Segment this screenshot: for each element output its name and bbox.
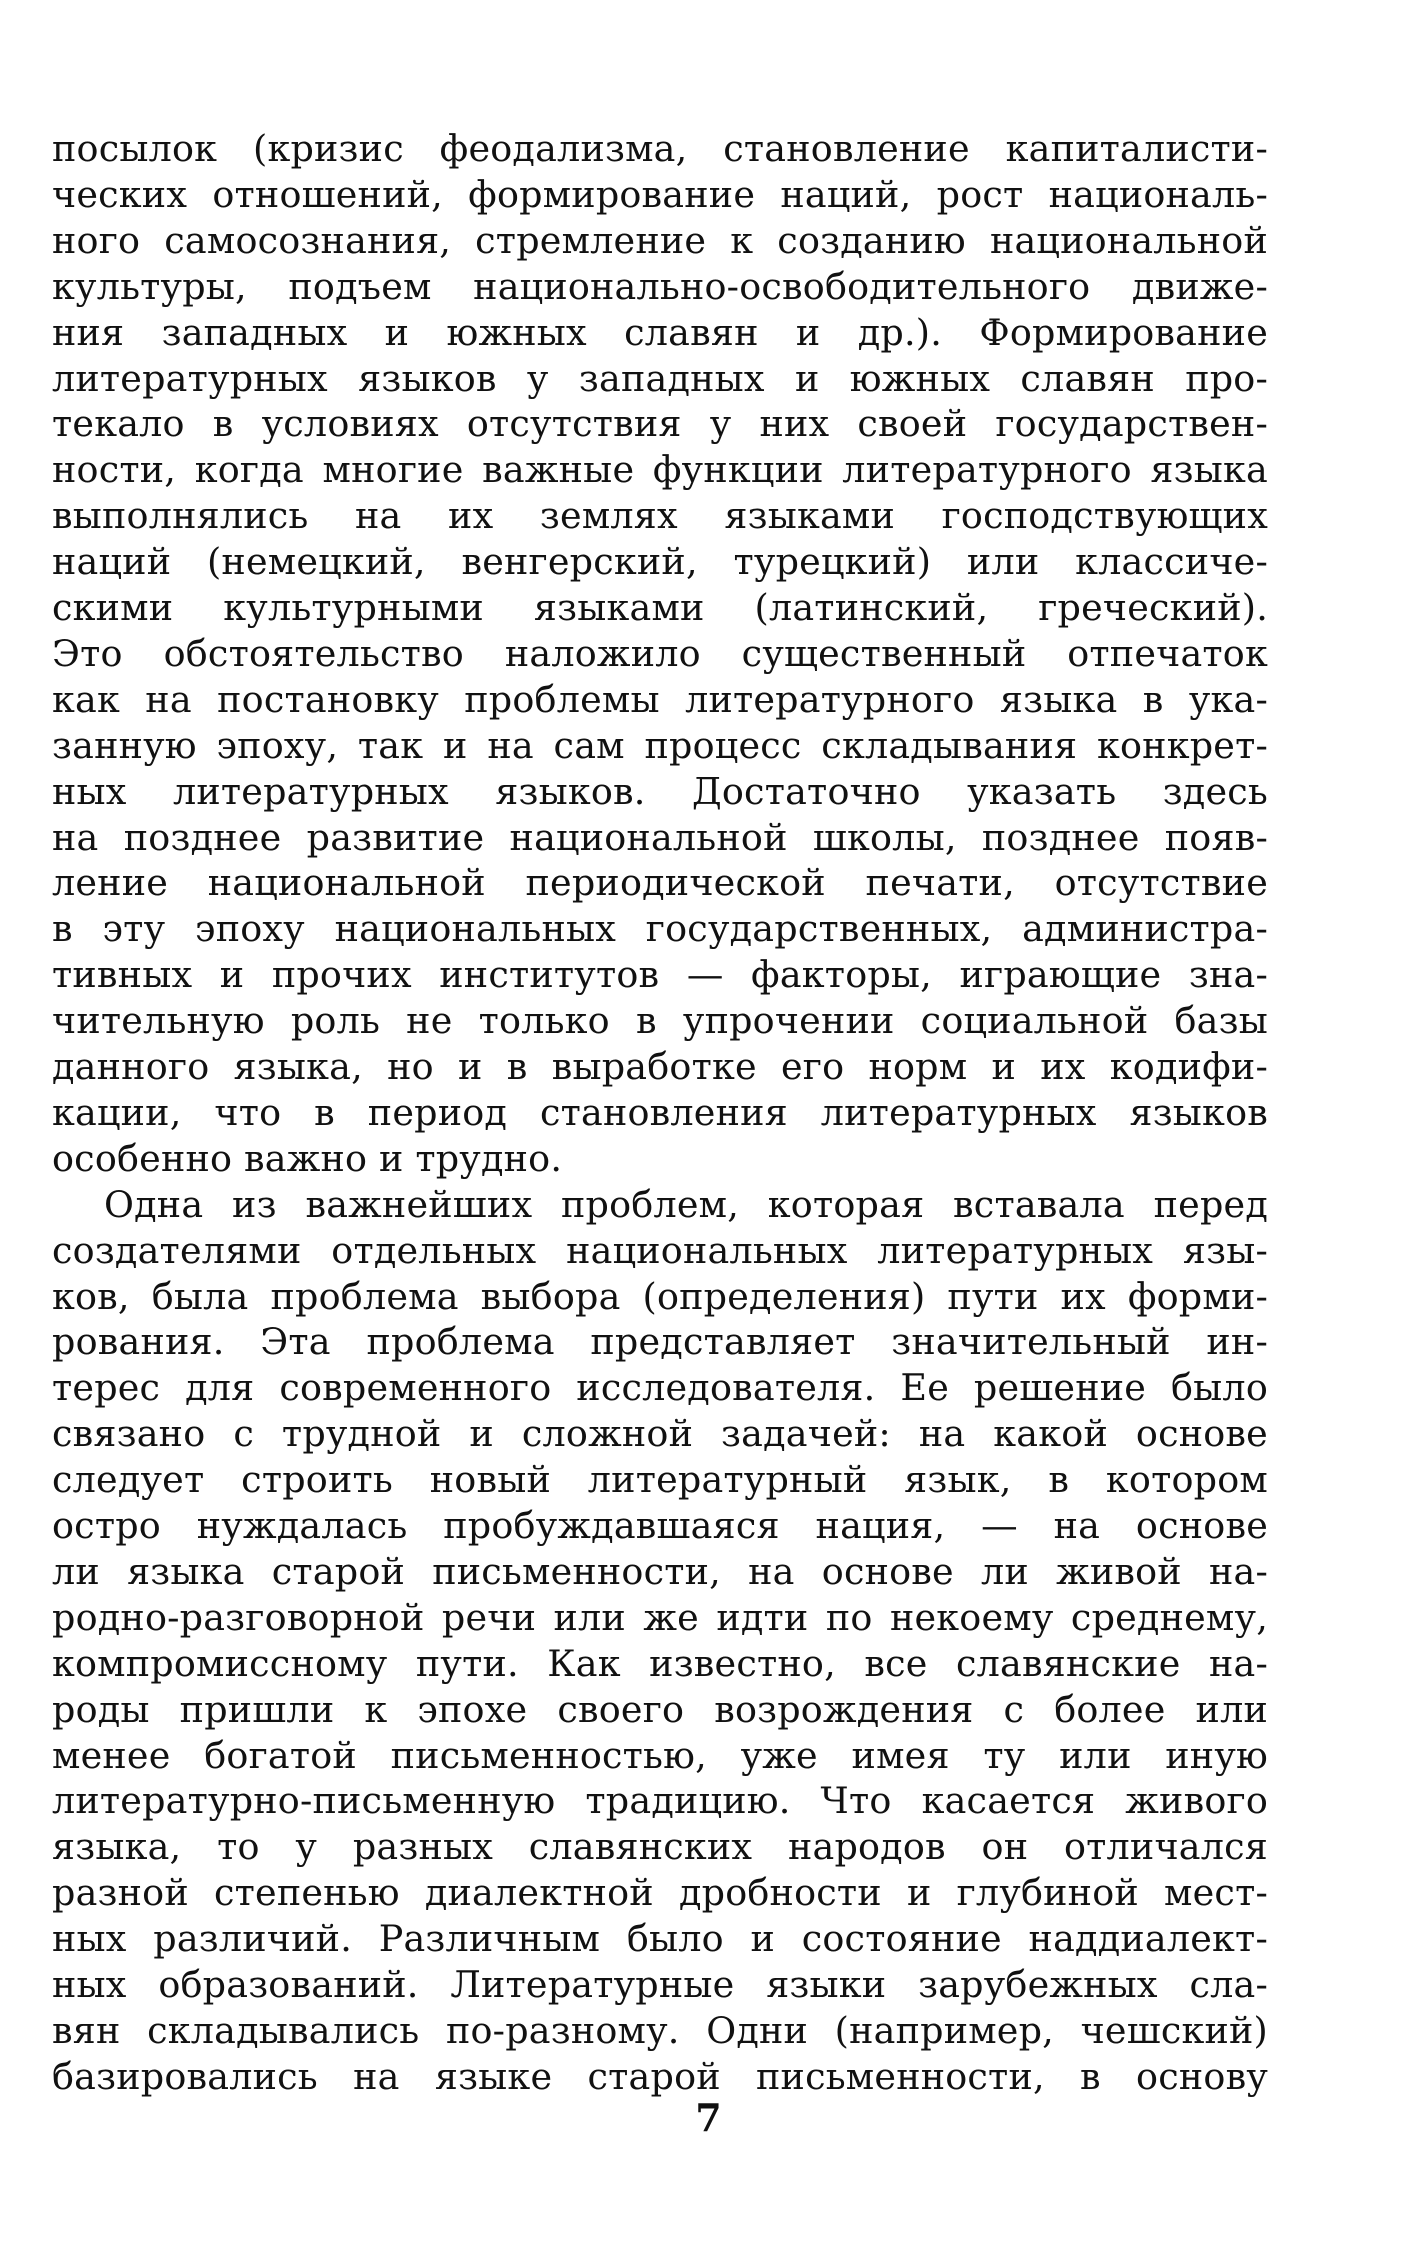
- text-line: базировались на языке старой письменности, в основу: [52, 2054, 1268, 2098]
- text-line: ных литературных языков. Достаточно указать здесь: [52, 769, 1268, 813]
- text-line: ности, когда многие важные функции литературного языка: [52, 448, 1268, 492]
- page-number: 7: [695, 2095, 722, 2140]
- text-line: ков, была проблема выбора (определения) пути их форми-: [52, 1274, 1268, 1318]
- text-line: текало в условиях отсутствия у них своей государствен-: [52, 402, 1268, 446]
- text-line: вян складывались по-разному. Одни (например, чешский): [52, 2008, 1268, 2052]
- text-line: чительную роль не только в упрочении социальной базы: [52, 999, 1268, 1043]
- text-line: Это обстоятельство наложило существенный отпечаток: [52, 631, 1268, 675]
- text-line: тивных и прочих институтов — факторы, играющие зна-: [52, 953, 1268, 997]
- text-line: ческих отношений, формирование наций, рост националь-: [52, 172, 1268, 216]
- text-line: родно-разговорной речи или же идти по некоему среднему,: [52, 1595, 1268, 1639]
- text-line: языка, то у разных славянских народов он отличался: [52, 1825, 1268, 1869]
- text-line: компромиссному пути. Как известно, все славянские на-: [52, 1641, 1268, 1685]
- text-line: Одна из важнейших проблем, которая вставала перед: [104, 1182, 1268, 1226]
- text-line: литературно-письменную традицию. Что касается живого: [52, 1779, 1268, 1823]
- text-line: литературных языков у западных и южных славян про-: [52, 356, 1268, 400]
- text-line: ного самосознания, стремление к созданию национальной: [52, 218, 1268, 262]
- text-line: следует строить новый литературный язык, в котором: [52, 1458, 1268, 1502]
- text-line: культуры, подъем национально-освободительного движе-: [52, 264, 1268, 308]
- text-line: ных образований. Литературные языки зарубежных сла-: [52, 1963, 1268, 2006]
- text-line: терес для современного исследователя. Ее решение было: [52, 1366, 1268, 1410]
- text-line: роды пришли к эпохе своего возрождения с более или: [52, 1687, 1268, 1731]
- text-line: ление национальной периодической печати, отсутствие: [52, 861, 1268, 905]
- text-line: особенно важно и трудно.: [52, 1136, 563, 1180]
- text-line: наций (немецкий, венгерский, турецкий) или классиче-: [52, 540, 1268, 584]
- text-line: менее богатой письменностью, уже имея ту или иную: [52, 1733, 1268, 1777]
- text-line: выполнялись на их землях языками господствующих: [52, 494, 1268, 538]
- text-line: скими культурными языками (латинский, греческий).: [52, 586, 1268, 629]
- text-line: кации, что в период становления литературных языков: [52, 1090, 1268, 1134]
- text-line: разной степенью диалектной дробности и глубиной мест-: [52, 1871, 1268, 1915]
- text-line: ния западных и южных славян и др.). Формирование: [52, 310, 1268, 354]
- text-line: создателями отдельных национальных литературных язы-: [52, 1228, 1268, 1272]
- text-line: на позднее развитие национальной школы, позднее появ-: [52, 815, 1268, 859]
- text-line: связано с трудной и сложной задачей: на какой основе: [52, 1412, 1268, 1456]
- text-line: данного языка, но и в выработке его норм и их кодифи-: [52, 1045, 1268, 1088]
- text-line: занную эпоху, так и на сам процесс складывания конкрет-: [52, 723, 1268, 767]
- text-line: в эту эпоху национальных государственных, администра-: [52, 907, 1268, 951]
- text-line: ных различий. Различным было и состояние наддиалект-: [52, 1917, 1268, 1961]
- text-line: ли языка старой письменности, на основе ли живой на-: [52, 1549, 1268, 1593]
- text-line: как на постановку проблемы литературного языка в ука-: [52, 677, 1268, 721]
- text-line: рования. Эта проблема представляет значительный ин-: [52, 1320, 1268, 1364]
- text-line: остро нуждалась пробуждавшаяся нация, — на основе: [52, 1504, 1268, 1547]
- text-line: посылок (кризис феодализма, становление капиталисти-: [52, 127, 1268, 170]
